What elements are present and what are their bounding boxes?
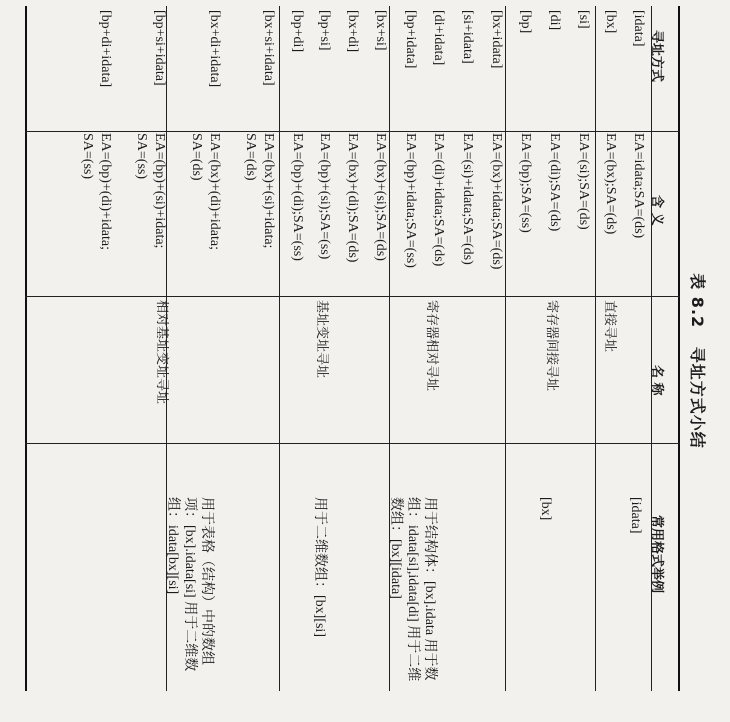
table-caption xyxy=(687,0,710,722)
group-name: 基址变址寻址 xyxy=(314,300,329,379)
table-top-rule xyxy=(678,6,680,691)
meaning-cell: EA=(bx)+(di);SA=(ds) xyxy=(345,133,360,263)
meaning-cell: EA=(bp)+(di);SA=(ss) xyxy=(290,133,305,261)
header-mode: 寻址方式 xyxy=(649,30,664,83)
meaning-cell: EA=(bp)+idata;SA=(ss) xyxy=(403,133,418,268)
meaning-cell: EA=(si);SA=(ds) xyxy=(576,133,591,230)
mode-cell: [bp+si] xyxy=(317,10,332,51)
meaning-cell: SA=(ds) xyxy=(243,133,258,181)
meaning-cell: EA=(bp)+(di)+idata; xyxy=(98,133,113,250)
header-example: 常用格式举例 xyxy=(649,515,664,594)
mode-cell: [si] xyxy=(576,10,591,29)
column-rule xyxy=(25,443,680,444)
group-example: 用于结构体：[bx].idata 用于数组：idata[si],idata[di] 用于二维数组：[bx][idata] xyxy=(388,497,437,682)
mode-cell: [bx] xyxy=(603,10,618,34)
meaning-cell: EA=(di);SA=(ds) xyxy=(547,133,562,232)
header-meaning: 含 义 xyxy=(649,195,664,226)
table-title: 寻址方式小结 xyxy=(688,346,707,449)
mode-cell: [bx+si+idata] xyxy=(261,10,276,86)
mode-cell: [di] xyxy=(547,10,562,31)
group-divider xyxy=(505,6,506,691)
group-name: 直接寻址 xyxy=(602,300,617,353)
meaning-cell: EA=(bx)+(si);SA=(ds) xyxy=(373,133,388,261)
meaning-cell: SA=(ss) xyxy=(134,133,149,180)
meaning-cell: EA=(si)+idata;SA=(ds) xyxy=(460,133,475,265)
mode-cell: [idata] xyxy=(631,10,646,47)
mode-cell: [bx+idata] xyxy=(489,10,504,69)
header-name: 名 称 xyxy=(649,365,664,396)
group-divider xyxy=(279,6,280,691)
table-bottom-rule xyxy=(25,6,27,691)
mode-cell: [bx+si] xyxy=(373,10,388,51)
group-name: 寄存器间接寻址 xyxy=(544,300,559,392)
meaning-cell: EA=(bx)+idata;SA=(ds) xyxy=(489,133,504,270)
addressing-modes-table xyxy=(25,6,680,691)
group-example: 用于二维数组：[bx][si] xyxy=(312,497,327,637)
meaning-cell: SA=(ss) xyxy=(80,133,95,180)
mode-cell: [bp] xyxy=(518,10,533,34)
meaning-cell: EA=(bp)+(si)+idata; xyxy=(152,133,167,249)
group-name: 相对基址变址寻址 xyxy=(154,300,169,405)
table-number: 表 8.2 xyxy=(688,273,707,329)
group-divider xyxy=(595,6,596,691)
meaning-cell: EA=(bx)+(si)+idata; xyxy=(261,133,276,249)
meaning-cell: EA=idata;SA=(ds) xyxy=(631,133,646,239)
meaning-cell: SA=(ds) xyxy=(189,133,204,181)
mode-cell: [bx+di+idata] xyxy=(207,10,222,88)
mode-cell: [bp+di+idata] xyxy=(98,10,113,88)
meaning-cell: EA=(di)+idata;SA=(ds) xyxy=(431,133,446,267)
mode-cell: [di+idata] xyxy=(431,10,446,66)
mode-cell: [bp+si+idata] xyxy=(152,10,167,86)
meaning-cell: EA=(bx);SA=(ds) xyxy=(603,133,618,235)
meaning-cell: EA=(bx)+(di)+idata; xyxy=(207,133,222,250)
meaning-cell: EA=(bp);SA=(ss) xyxy=(518,133,533,233)
group-name: 寄存器相对寻址 xyxy=(424,300,439,392)
column-rule xyxy=(25,296,680,297)
mode-cell: [bx+di] xyxy=(345,10,360,53)
group-example: [bx] xyxy=(538,497,553,521)
mode-cell: [bp+idata] xyxy=(403,10,418,69)
meaning-cell: EA=(bp)+(si);SA=(ss) xyxy=(317,133,332,260)
mode-cell: [bp+di] xyxy=(290,10,305,53)
mode-cell: [si+idata] xyxy=(460,10,475,64)
column-rule xyxy=(25,131,680,132)
group-example: [idata] xyxy=(628,497,643,534)
group-example: 用于表格（结构）中的数组项：[bx].idata[si] 用于二维数组：idata[bx][si] xyxy=(165,497,214,672)
